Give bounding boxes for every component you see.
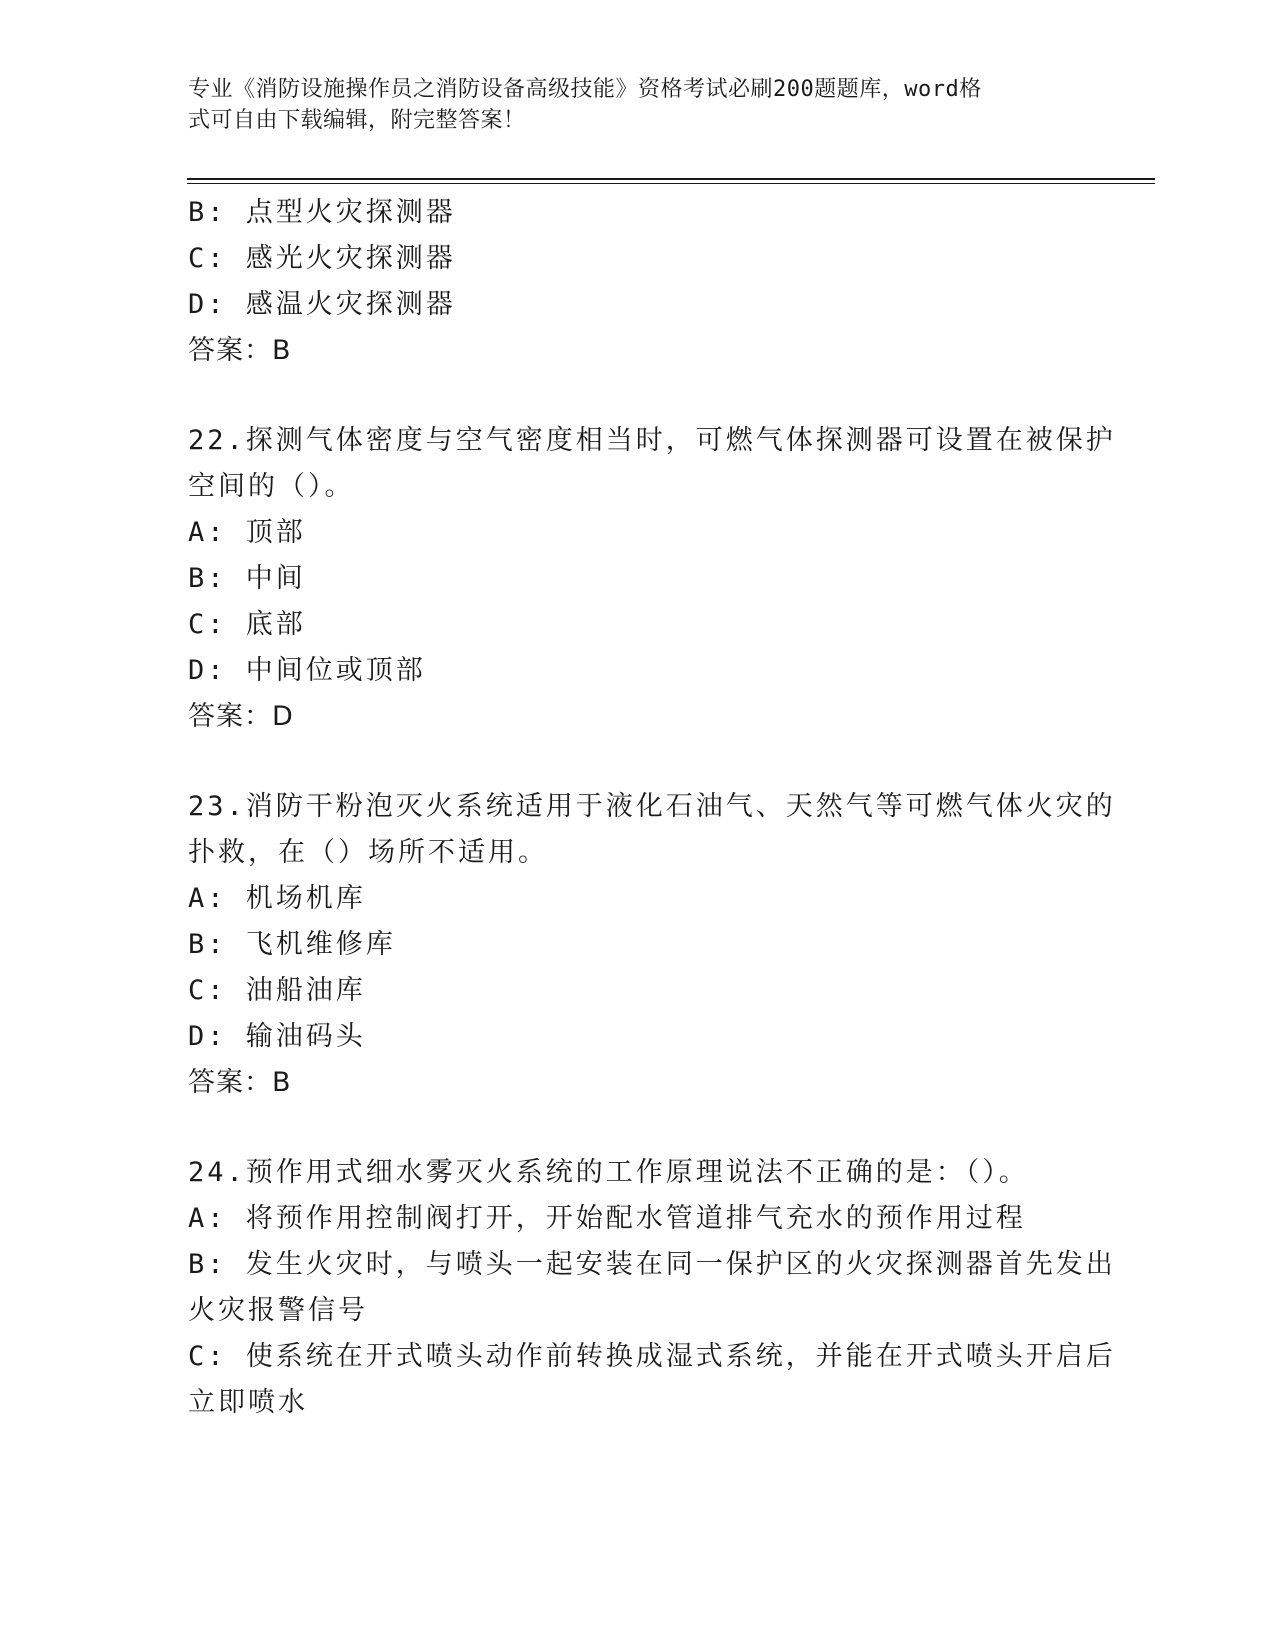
- option-a: A: 机场机库: [188, 883, 366, 914]
- answer: 答案：D: [188, 701, 294, 732]
- option-b-continued: 火灾报警信号: [188, 1295, 368, 1326]
- question-24: [188, 1150, 1116, 1426]
- option-a: A: 顶部: [188, 517, 306, 548]
- option-b: B: 飞机维修库: [188, 929, 396, 960]
- option-d: D: 输油码头: [188, 1021, 366, 1052]
- option-d: D: 中间位或顶部: [188, 655, 426, 686]
- option-b: B: 发生火灾时，与喷头一起安装在同一保护区的火灾探测器首先发出: [188, 1249, 1116, 1280]
- header-line-2: 式可自由下载编辑，附完整答案！: [188, 108, 526, 133]
- option-c-continued: 立即喷水: [188, 1387, 308, 1418]
- option-a: A: 将预作用控制阀打开，开始配水管道排气充水的预作用过程: [188, 1203, 1026, 1234]
- spacer: [188, 1106, 1088, 1150]
- option-c: C: 使系统在开式喷头动作前转换成湿式系统，并能在开式喷头开启后: [188, 1341, 1116, 1372]
- question-list: [188, 190, 1116, 1426]
- question-23: [188, 784, 1116, 1106]
- question-stem: 24.预作用式细水雾灭火系统的工作原理说法不正确的是：（）。: [188, 1157, 1029, 1188]
- option-b: B: 中间: [188, 563, 306, 594]
- option-c: C: 底部: [188, 609, 306, 640]
- question-stem: 22.探测气体密度与空气密度相当时，可燃气体探测器可设置在被保护: [188, 425, 1116, 456]
- header-divider-thin: [187, 183, 1155, 184]
- question-stem: 23.消防干粉泡灭火系统适用于液化石油气、天然气等可燃气体火灾的: [188, 791, 1116, 822]
- answer: 答案：B: [188, 335, 292, 366]
- answer: 答案：B: [188, 1067, 292, 1098]
- option-c: C: 油船油库: [188, 975, 366, 1006]
- question-21-tail: [188, 190, 1088, 374]
- question-stem-continued: 扑救，在（）场所不适用。: [188, 837, 548, 868]
- question-22: [188, 418, 1116, 740]
- option-b: B: 点型火灾探测器: [188, 197, 456, 228]
- header-line-1: 专业《消防设施操作员之消防设备高级技能》资格考试必刷200题题库，word格: [188, 77, 982, 102]
- option-d: D: 感温火灾探测器: [188, 289, 456, 320]
- option-c: C: 感光火灾探测器: [188, 243, 456, 274]
- header-divider-thick: [187, 178, 1155, 180]
- question-stem-continued: 空间的（）。: [188, 471, 355, 502]
- spacer: [188, 740, 1088, 784]
- document-header: [188, 74, 1068, 136]
- spacer: [188, 374, 1088, 418]
